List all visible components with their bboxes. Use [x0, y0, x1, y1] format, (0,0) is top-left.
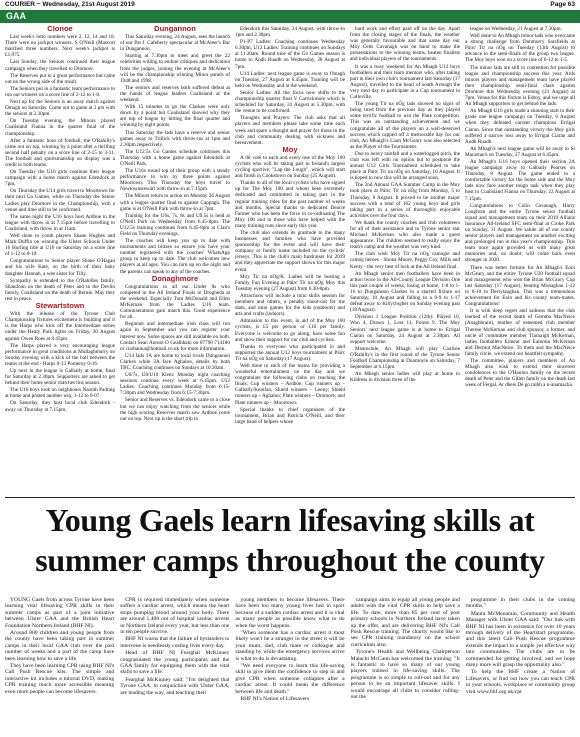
paragraph: The club wish Moy Tir na nOg camogie and camóg heroes - Shona Moore, Peggy Coy, Mills and Kenty - the very best of luck at the All Ireland final. [350, 251, 460, 270]
paragraph: On Tuesday the U16 girls continue their league campaign with a home match against Edendork at 7pm. [5, 169, 115, 188]
column-3 [235, 26, 345, 494]
paragraph: BHF NI warns that the failure of bystanders to intervene is needlessly costing lives every day. [120, 636, 230, 649]
article-column-3 [235, 597, 344, 733]
paragraph: Fearghal McKinney said: "I'm delighted that Tyrone GAA, in conjunction with Ulster GAA, are leading the way, and teaching their [120, 676, 230, 696]
paragraph: On Thursday the U14 girls travel to Moortown for their next Go Games, while on Thursday the Senior Ladies play Dromore in the Championship, with a venue and time still to be confirmed. [5, 188, 115, 213]
paragraph: programme in their clubs in the coming months." [465, 597, 576, 610]
paragraph: After a fantastic hour of football, the O'Rahilly's came out on top, winning by a point after a thrilling second half penalty on a score line of 2-15 to 3-11. The football and sportsmanship on display was a credit to both teams. [5, 137, 115, 168]
paragraph: An Mhagh senior ladies will play at home to Kildress in division three of the [350, 371, 460, 384]
paragraph: The seniors and reserves both suffered defeat at the hands of league leaders Coalisland at the weekend. [120, 84, 230, 104]
paragraph: Congratulations to Senior player Shane O'Hagan and his wife Kate, on the birth of their baby daughter Hannah, a wee sister for Tilly. [5, 258, 115, 277]
paragraph: There was better fortune for An Mhagh's Eoin McGeary and the entire Tyrone U20 football squad and management who won the Brian McGrory Cup last Saturday (17 August), beating Monaghan 1-12 to 0-10 in Derrylaughan. This was a tremendous achievement for Eoin and his county team-mates. Congratulations! [465, 264, 575, 308]
paragraph: U6/7s, U8/U10 Kiem: Monday night coaching sessions continue every week at 6.45pm. U12 Ladies: Coaching continues Monday from 6:15-7:30pm and Wednesday from 6:15-7:30pm. [120, 372, 230, 397]
paragraph: Last week's lotto numbers were 2, 12, 14 and 18. There were no jackpot winners. S O'Neill (Mascot) matched three numbers. Next week's jackpot is £1,975. [5, 34, 115, 59]
paragraph: Beginner and intermediate irish class will run again in September and you can register your interest now. Some spaces are still available on both. Contact Sean Antoin O Gealbhain on 07790 714180 or ciarbanna@hotmail.co.uk for more information. [120, 321, 230, 352]
paragraph: Well done to youth players Shane Hughes and Mark Duffin on winning the Ulster Schools Under 16 Hurling title at U16 on Saturday on a score line of 1-12 to 0-10. [5, 233, 115, 258]
club-notes [5, 26, 575, 494]
paragraph: With the release of the Tyrone Club Championship fixtures excitement is building and it is the Harps who kick off the Intermediate series under the Healy Park lights on Friday, 30 August against Owen Roes at 8.45pm. [5, 311, 115, 342]
paragraph: Next up for the Seniors is an away match against Omagh on Saturday. Come out to game at 2 pm with the seniors at 2.30pm. [5, 99, 115, 118]
paragraph: The Seniors put in a fantastic team performance to run out winners on a score line of 2-12 to 1-8. [5, 85, 115, 98]
paragraph: Well done to each of the teams for providing a wonderful entertainment on the day and we congratulate the following clubs on reaching the finals: Cup winners – Ardboe; Cup runners up – Galbally/Kemfan; Shield winners – Leeny; Shield runners up – Aghaloo; Plate winners – Dromore; and Plate runners up – Moortown. [235, 362, 345, 406]
paragraph: The U16s round top of their group with a steady performance to win by three points against Moortown. This Thursday the boys travel to Newtownstewart with throw-in at 7.15pm. [120, 168, 230, 193]
column-4 [350, 26, 460, 494]
paragraph: Thanks to all of the local cyclists who have signed up for The Moy 100 and whom been extremely dedicated and committed in taking part in the regular training rides for the past number of weeks and months. Special thanks to dedicated Deacie Farmer who has been the force in co-ordinating The Moy 100 and to those who have helped with the many training runs since early this year. [235, 180, 345, 229]
paragraph: Up next in the league is Galbally at home, final for Saturday at 2.30pm. Supporters are asked to get behind their home senior matches this season. [5, 367, 115, 387]
divider [5, 497, 575, 498]
paragraph: Senior and Reserves vs. Edendork came to a close but we can enjoy watching from the seniors while the high scoring Reserves match saw Ardboe come out on top. Next up is the short trip to [120, 397, 230, 422]
column-1 [5, 26, 115, 494]
paragraph: Head of BHF NI Fearghal McKinney congratulated the young participants and the GAA family for equipping them with the vital skills to save a life. [120, 650, 230, 676]
paragraph: Around 800 children and young people from the county have been taking part in summer camps in their local GAA club over the past number of weeks and a part of the camp have been learning how to save a life. [5, 630, 115, 662]
paragraph: They have been learning CPR using BHF NI's Call Push Rescue kits. The simple and interactive kit includes a tutorial DVD, making CPR training much more accessible meaning even more people can become lifesavers. [5, 663, 115, 695]
paragraph: Due to heavy rainfall and a waterlogged pitch, the club was left with no option but to postpone the annual U12 Girls Tournament scheduled to take place at Páirc Tír na nÓg on Saturday, 10 August. It is hoped to now this will be arranged soon. [350, 150, 460, 182]
paragraph: The Minors return to action on Monday 26 August with a league quarter final to against Cappagh. The game is at O'Neill Park with throw-in at 7pm. [120, 193, 230, 212]
paragraph: league on Wednesday, 21 August at 7.30pm. [470, 26, 562, 32]
paragraph: Congratulations to all our Under 8s who competed in the All Ireland Finals in Drogheda at the weekend. Especially Tom McDonald and Ellen McKernan from the Ladies U16 team. Commiserations gain match this. Great experience for all. [120, 283, 230, 321]
club-heading-dungannon: Dungannon [154, 26, 196, 33]
paragraph: Well done to An Mhagh minor lads who overcame a strong challenge from Dunmurry Sarsfields at Páirc Tír na nÓg on Tuesday (13th August) to advance to the semi-finals of the group two league. The Moy boys won on a score line of 0-12 to 1-5. [465, 33, 575, 64]
paragraph: hard work and effort paid off on the day. Apart from the closing stages of the finals, the weather was generally favourable and that same day our Moy Celts Cavanagh was on hand to make the presentations to the winning teams, beaten finalists and individual players of the tournaments. [350, 26, 460, 63]
article-body [5, 597, 575, 733]
paragraph: The minor lads are still in contention for possible league and championship success this year. Ards minors players and management team have played their championship semi-final clash against Dromore this Wednesday evening (21 August) at 7pm. Venue for this fixture is Edroy, and we urge all An Mhagh supporters to get behind the lads. [465, 64, 575, 108]
paragraph: BHF NI's Nation of Lifesavers [240, 696, 310, 703]
publication-date: COURIER ~ Wednesday, 21st August 2019 [5, 1, 135, 8]
paragraph: The coaches will keep you up to date with tournaments and blitzes so ensure you have your number registered with the coaches' WhatsApp group to keep up to date. The club welcomes new players at all ages. You can turn up on the night and the parents can speak to any of the coaches. [120, 238, 230, 275]
paragraph: Thanks to everyone who participated in and supported the annual U12 boys tournament at Páirc Tír na nÓg on Saturday (17 August). [235, 343, 345, 362]
paragraph: An Mhagh's U16 boys opened their section 2A league campaign away to Galbally Pearses on Thursday, 8 August. The game ended in a comfortable victory for the home side and the Moy lads now face another tough task when they play host to Coalisland Fianna on Thursday, 22 August at 7.15pm. [465, 158, 575, 202]
paragraph: A dit vote to each and every one of the Moy 100 cyclists who will be taking part in Ireland's largest cycling sportive, "Lap the Lough", which will start and finish in Cookstown on Sunday (25 August). [235, 154, 345, 180]
paragraph: We thank the county coaches and club volunteers for all of their assistance and to Tyrone senior star Michael McKernan who also made a guest appearance. The children seemed to really enjoy the team's camp and the weather was very kind. [350, 219, 460, 251]
paragraph: The Harps played a very encouraging league performance in great conditions at Mullaghmurry on Sunday evening with a kick of the ball between the teams at the end - Harps 0-13 Pomeroy 0-16. [5, 342, 115, 367]
paragraph: An Mhagh senior men footballers have been in action twice in the All-County League Division One this past couple of weeks, losing at home, 1-8 to 1-16 to Dungannon Clarkes in a starred fixture on Saturday, 10 August and falling to a 0-9 to 1-17 defeat away to Killyclogher on Sunday evening past (18 August). [350, 270, 460, 314]
paragraph: The committee, players and members of An Mhagh also wish to extend their sincerest condolences to the O'Hanlon family on the recent death of Peter and the Gillen family on the death last week of Fergal. Ar dheis Dé go raibh a n-anamacha. [465, 357, 575, 389]
section-title: GAA [6, 11, 26, 21]
page-number: Page 63 [550, 1, 575, 8]
paragraph: On Tuesday evening, the Minors played Coalisland Fianna in the quarter final of the championship. [5, 118, 115, 137]
paragraph: Maura McMenamin, Community and Health Manager with Ulster GAA said: "Our link with BHF NI has been in existence for over 10 years through delivery of the Heartstart programme, and this latest Call Push Rescue programme extends the impact in a simple yet effective way into communities. The clubs are to be commended for getting involved, and we hope many more will grasp the opportunity also." [465, 610, 576, 669]
paragraph: The 2nd Annual GAA Summer Camp in the Moy took place at Páirc Tír na nÓg from Monday, 5 to Thursday, 8 August. It proved to be another major success with a total of 162 young boys and girls taking part in a series of thoroughly enjoyable activities over the four days. [350, 182, 460, 219]
column-2 [120, 26, 230, 494]
article-headline: Young Gaels learn lifesaving skills at summer camps throughout the county [35, 502, 545, 578]
paragraph: It was a busy weekend for An Mhagh U12 boys footballers and their team mentors who, after taking part in their own club's tournament last Saturday (17 August), travelled to the heart of south Armagh the very next day to participate in a Cup tournament in Culloville. [350, 63, 460, 101]
paragraph: Meanwhile, An Mhagh will play Coalisle O'Rahilly's in the first round of the Tyrone Senior Football Championship at Dunmoyle on Saturday, 7 September at 6.15pm. [350, 345, 460, 371]
section-banner [0, 10, 580, 23]
paragraph: An Mhagh U16 girls made a stunning start to their grade one league campaign on Tuesday, 6 August when they defeated current champions Errigal Ciaran. Since that outstanding victory the Moy girls suffered a narrow loss away to Errigal Ciaran and Aodh Ruadh. [465, 108, 575, 145]
paragraph: Thoughts and Prayers: The club asks that all players and members please take some time each week and spare a thought and prayer for those in the club and community dealing with sickness and bereavement. [235, 115, 345, 146]
paragraph: YOUNG Gaels from across Tyrone have been learning vital lifesaving CPR skills in their summer camps as part of a joint initiative between Ulster GAA and the British Heart Foundation Northern Ireland (BHF NI). [5, 597, 115, 629]
club-heading-moy: Moy [282, 144, 298, 154]
paragraph: U14 Ladies: next league game is away to Omagh on Tuesday, 27 August at 6.45pm. Training will be held on Wednesday and at the weekend. [235, 70, 345, 89]
paragraph: The young Tír na nÓg lads showed no signs of being tired from the previous day as they played some terrific football to win the Plate competition. This was an outstanding achievement and we congratulate all of the players on a well-deserved success which capped off a memorable day for our club, An Mhaigh's Liam McGeary was also selected as the Player of the Tournament. [350, 101, 460, 150]
paragraph: Senior Ladies: All the focus now shifts to the championship quarter final V Carrickmore which is scheduled for Saturday, 31 August at 5.30pm, with the venue to be confirmed. [235, 89, 345, 115]
club-heading-donaghmore: Donaghmore [151, 273, 199, 283]
column-5 [465, 26, 575, 494]
paragraph: This Saturday evening, 24 August, sees the launch of our Pat J. Cafeberry spectacular at McAleer's Bar in Dungannon. [120, 34, 230, 53]
paragraph: Admission to this event, in aid of the Moy 100 cyclists, is £5 per person or £10 per family. Everyone is welcome to go along, have some fun and show their support for our club and cyclists. [235, 318, 345, 343]
paragraph: Edendork this Saturday, 24 August, with throw-in 1pm and 2.30pm. [235, 26, 345, 39]
paragraph: Training for the U6s, 7s, 8s and U9.5s is held at O'Neill Park on Wednesday from 6.45-8pm. The U12.5s training continues from 6.45-8pm at Clan's Field on Thursday evenings. [120, 212, 230, 237]
paragraph: The U16 boys took on neighbours Naomh Padraig at home and posted another win, 1-12 to 0-07. [5, 387, 115, 400]
club-heading-clonoe: Clonoe [47, 26, 73, 33]
paragraph: The same night the U16 boys host Ardboe in the league with throw in at 7.15pm before travelling to Coalisland, with throw in at 11am. [5, 213, 115, 232]
paragraph: The U12.5s Go Games schedule continues this Thursday with a home game against Edendork at O'Neill Park. [120, 148, 230, 167]
paragraph: On Saturday, they host local club Edendork - away on Thursday at 7.15pm. [5, 400, 115, 413]
paragraph: To help the BHF create a Nation of Lifesavers, or find out how you can teach CPR in your schools, workplace or community group visit www.bhf.org.uk/cpr [465, 669, 576, 695]
paragraph: CPR is required immediately when someone suffers a cardiac arrest, which means the heart stops pumping blood around your body. There are around 1,400 out of hospital cardiac arrests in Northern Ireland every year, but less than one in ten people survive. [120, 597, 230, 636]
paragraph: U14 lads 1A are home to local rivals Dungannon Clarkes while 3A face Aghaloo, details by both TBC. Coaching continues on Sundays at 10.30am. [120, 352, 230, 371]
paragraph: Congratulations to Colin Cavanagh, Harry Loughran and the entire Tyrone senior football squad and management team on their 2019 Allianz Insurance All-Ireland SFC semi-final at Croke Park on Sunday, 11 August. We salute all of our county senior players and management on another exciting and prolonged run in this year's championship. This team once again provided us with many great memories and, no doubt, will come back even stronger in 2020. [465, 202, 575, 264]
paragraph: This Saturday the lads have a reserve and senior games away to Trillick with throw-ins at 1pm and 2.30pm respectively. [120, 129, 230, 148]
article-column-4 [351, 597, 460, 733]
paragraph: Starting at 7.30pm to meet and greet the 22 celebrities willing to endure critiques and dedication from the judges, joining the evening at McAleer's will be the championship winning Minor panels of 1948 and 1998. [120, 53, 230, 84]
paragraph: Moy Tir na nOg/K. Ladies will be hosting a Family Fun Evening at Páirc Tír na nÓg Moy this Tuesday evening (27 August) from 6.30-8pm. [235, 273, 345, 292]
page-header [0, 0, 580, 10]
paragraph: young members to become lifesavers. There have been too many young lives lost in sport because of a sudden cardiac arrest and it is vital as many people as possible know what to do when the worst happens. [235, 597, 345, 629]
paragraph: An Mhagh's next league game will be away to St Macartan's on Tuesday, 27 August at 6.45pm. [465, 145, 575, 158]
article-column-2 [120, 597, 229, 733]
paragraph: P1-P7 Ladies: Coaching continues Wednesday 6.30pm. U12 Ladies: Training continues on Sundays at 11.30am. Round nine of the Go Games season is home to Aodh Ruadh on Wednesday, 28 August at 7pm. [235, 39, 345, 70]
paragraph: The Reserves put in a great performance but came out on the wrong side of the result. [5, 72, 115, 85]
paragraph: Last Sunday, the Seniors continued their league campaign when they travelled to Dromore. [5, 59, 115, 72]
paragraph: Sympathy is extended to the O'Rahilles family, Shandoon on the death of Peter and to the Devlin family, Coalisland on the death of Bernie. May they rest in peace. [5, 277, 115, 302]
paragraph: "We need everyone to learn this life-saving skill to give them the confidence to step in and give CPR when someone collapses after a cardiac arrest. It could mean the difference between life and death." [235, 663, 345, 695]
article-column-1 [5, 597, 114, 733]
club-heading-stewartstown: Stewartstown [35, 301, 85, 311]
paragraph: Division 1 League Position (12th): Played 16, Won 4, Drawn 1, Lost 11, Points 9. The Moy Seniors' next league game is at home to Errigal Ciaran on Saturday, 24 August at 2.30pm. All support welcome. [350, 314, 460, 345]
paragraph: Special thanks to chief organisers of the tournament, Brian and Patricia O'Neill, and their large band of helpers whose [235, 406, 345, 425]
paragraph: It is with deep regret and sadness that the club learned of the recent death of Gemma MacNeice (Anaghbrain), mother of esteemed club member Therese McKernan and club sponsor, a former, and uncle of committee member Tiarnaigh McKernan, ladies footballers Eimear and Eamonn McKernan and Dermot MacNeice. To them and the MacNeice family circle, we extend our heartfelt sympathy. [465, 308, 575, 357]
paragraph: campaign aims to equip all young people and adults with the vital CPR skills to help save a life. To date, more than 85 per cent of post primary schools in Northern Ireland have taken up the offer, and are delivering BHF NI's Call Push Rescue training. The charity would like to see CPR training mandatory on the school curriculum also. [350, 597, 460, 648]
paragraph: Attractions will include a mini skills session for members and others, a penalty shoot-out for the dads, and mini games for the kids (outdoors) and arts and crafts (indoors). [235, 292, 345, 318]
paragraph: With 15 minutes to go the Clarkes were only down by a point but Coalisland showed why they are top of league by hitting the final quarter and winning by eight points. [120, 104, 230, 129]
article-column-5 [466, 597, 575, 733]
paragraph: The club also extends its gratitude to the many businesses and families who have provided sponsorship for the event and will have their company or family name included on the cyclists' jerseys. This is the club's main fundraiser for 2019 and they appreciate the support shown for this major event. [235, 230, 345, 273]
paragraph: "When someone has a cardiac arrest it most likely won't be a stranger in the street it will be your mum, dad, club mate or colleague and standing by while the emergency services arrive is what to do is devastating. [235, 630, 345, 662]
paragraph: Tyrone's Health and Wellbeing Chairperson Malachi McCann has welcomed the training: "It is fantastic to have so many of our young players trained in life-saving skills. The programme is so simple to roll-out and for any person to be an important lifesaver skills. I would encourage all clubs to consider rolling-out the [350, 649, 460, 701]
